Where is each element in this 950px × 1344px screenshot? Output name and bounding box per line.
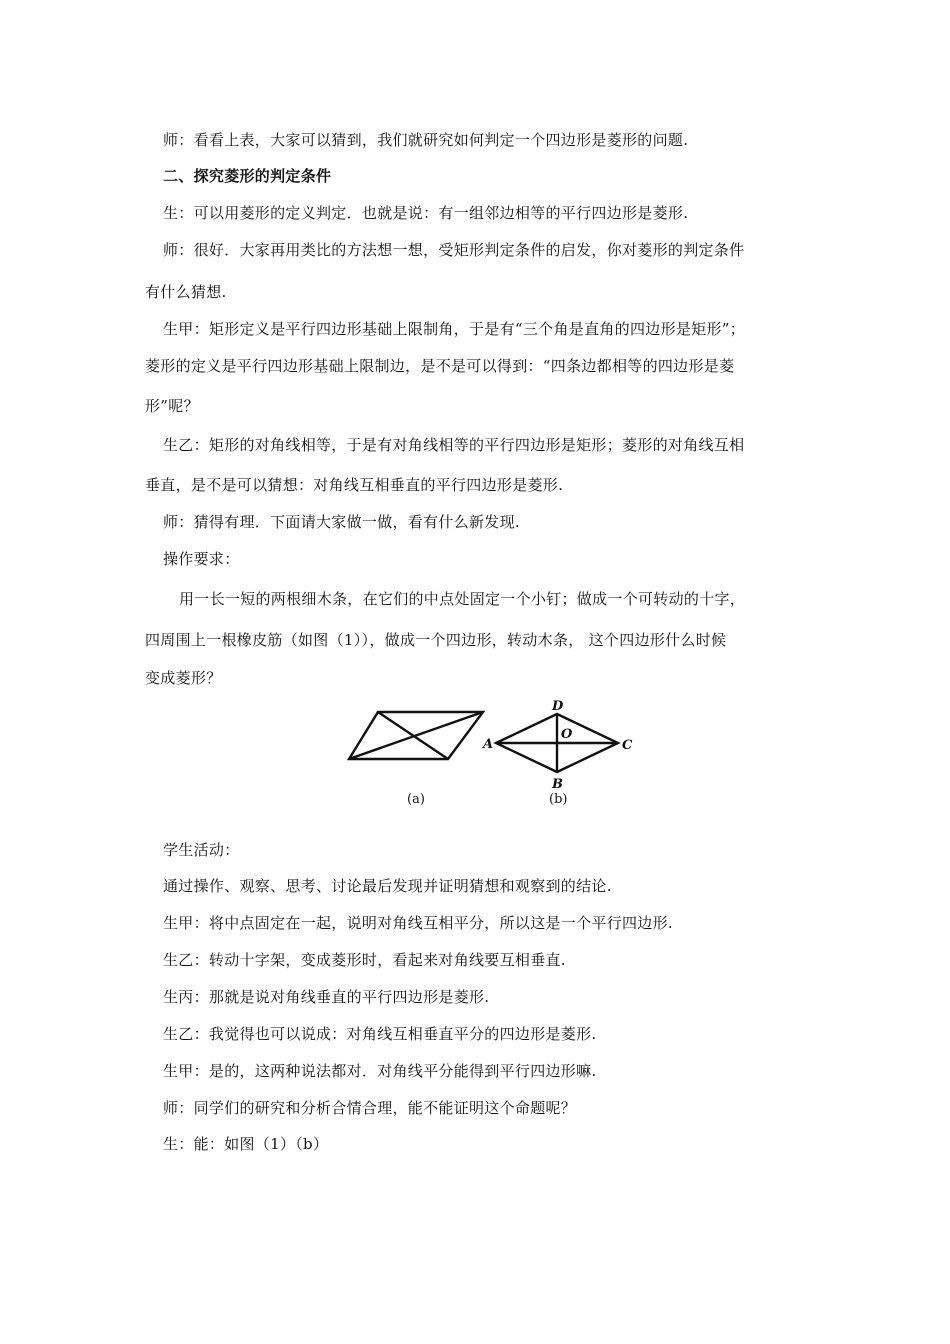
paragraph-student-b-line2: 垂直，是不是可以猜想：对角线互相垂直的平行四边形是菱形. (145, 476, 564, 494)
paragraph-student-a-midpoint: 生甲：将中点固定在一起，说明对角线互相平分，所以这是一个平行四边形. (163, 914, 673, 932)
label-d: D (552, 699, 564, 714)
label-a: A (483, 737, 494, 752)
figure-b-rhombus (496, 714, 618, 772)
paragraph-student-yes: 生：能：如图（1）（b） (163, 1135, 329, 1153)
paragraph-student-b-line1: 生乙：矩形的对角线相等，于是有对角线相等的平行四边形是矩形；菱形的对角线互相 (163, 436, 745, 454)
paragraph-student-a-line1: 生甲：矩形定义是平行四边形基础上限制角，于是有“三个角是直角的四边形是矩形”； (163, 320, 746, 338)
paragraph-student-a-line3: 形”呢？ (145, 397, 199, 415)
paragraph-operation-line2: 四周围上一根橡皮筋（如图（1）），做成一个四边形，转动木条， 这个四边形什么时候 (145, 631, 727, 649)
rhombus-figure (343, 696, 653, 814)
paragraph-teacher-intro: 师：看看上表，大家可以猜到，我们就研究如何判定一个四边形是菱形的问题. (163, 131, 689, 149)
caption-b: (b) (549, 792, 568, 807)
paragraph-teacher-analogy-line1: 师：很好．大家再用类比的方法想一想，受矩形判定条件的启发，你对菱形的判定条件 (163, 241, 745, 259)
label-o: O (561, 727, 573, 742)
label-b: B (552, 777, 563, 792)
paragraph-operation-line3: 变成菱形？ (145, 669, 222, 687)
paragraph-student-a-line2: 菱形的定义是平行四边形基础上限制边，是不是可以得到：“四条边都相等的四边形是菱 (145, 357, 735, 375)
figure-a-parallelogram (349, 712, 483, 759)
section-heading: 二、探究菱形的判定条件 (163, 167, 332, 185)
paragraph-student-a-both: 生甲：是的，这两种说法都对．对角线平分能得到平行四边形嘛. (163, 1062, 597, 1080)
paragraph-activity-summary: 通过操作、观察、思考、讨论最后发现并证明猜想和观察到的结论. (163, 877, 612, 895)
paragraph-student-c: 生丙：那就是说对角线垂直的平行四边形是菱形. (163, 988, 490, 1006)
caption-a: (a) (407, 792, 425, 807)
paragraph-teacher-analogy-line2: 有什么猜想. (145, 283, 227, 301)
paragraph-student-activity: 学生活动： (163, 841, 240, 859)
paragraph-student-definition: 生：可以用菱形的定义判定．也就是说：有一组邻边相等的平行四边形是菱形. (163, 204, 689, 222)
paragraph-operation-heading: 操作要求： (163, 550, 240, 568)
paragraph-student-b-bisect: 生乙：我觉得也可以说成：对角线互相垂直平分的四边形是菱形. (163, 1025, 597, 1043)
paragraph-operation-line1: 用一长一短的两根细木条，在它们的中点处固定一个小钉；做成一个可转动的十字， (179, 590, 746, 608)
label-c: C (622, 738, 633, 753)
paragraph-teacher-prove: 师：同学们的研究和分析合情合理，能不能证明这个命题呢？ (163, 1099, 577, 1117)
paragraph-teacher-try: 师：猜得有理．下面请大家做一做，看有什么新发现. (163, 513, 520, 531)
paragraph-student-b-rotate: 生乙：转动十字架，变成菱形时，看起来对角线要互相垂直. (163, 951, 566, 969)
